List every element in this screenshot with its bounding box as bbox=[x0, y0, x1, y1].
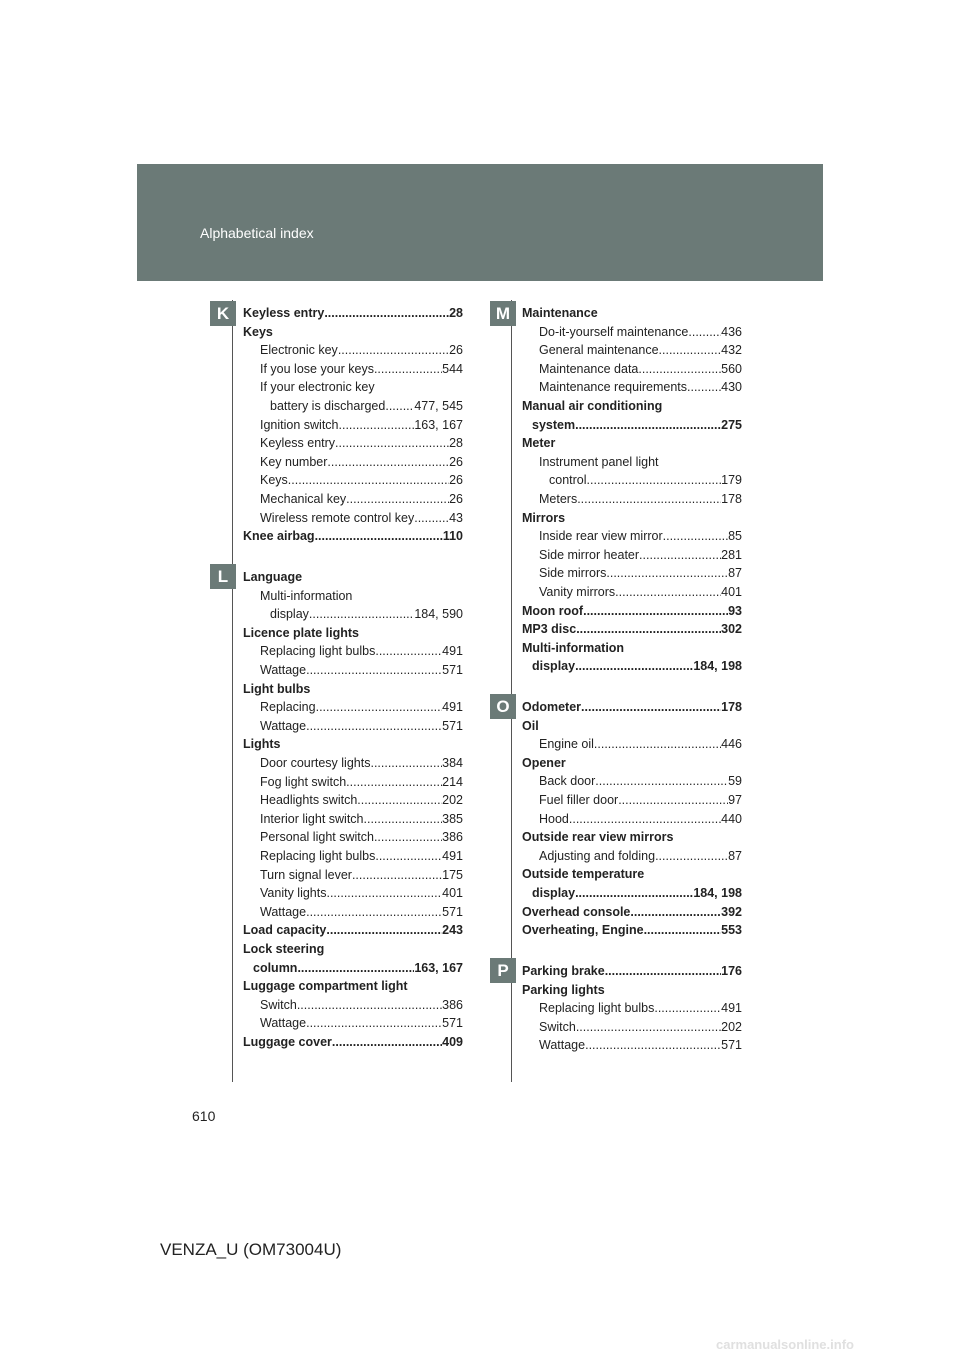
index-entry-label: Mirrors bbox=[522, 510, 566, 525]
index-entry-label: Electronic key bbox=[260, 343, 338, 358]
index-entry-page: 163, 167 bbox=[414, 960, 463, 975]
index-entry bbox=[243, 810, 463, 828]
index-entry bbox=[243, 490, 463, 508]
index-entry bbox=[522, 527, 742, 545]
index-entry bbox=[522, 378, 742, 396]
letter-tab-k: K bbox=[210, 301, 236, 326]
index-entry bbox=[522, 810, 742, 828]
dot-leader bbox=[594, 735, 721, 753]
index-entry bbox=[522, 304, 742, 322]
dot-leader bbox=[630, 903, 721, 921]
index-entry bbox=[522, 490, 742, 508]
index-entry-label: Replacing bbox=[260, 700, 316, 715]
index-entry-label: Door courtesy lights bbox=[260, 756, 371, 770]
index-entry bbox=[522, 341, 742, 359]
index-entry-label: control bbox=[549, 473, 587, 488]
dot-leader bbox=[576, 620, 721, 638]
index-entry bbox=[243, 735, 463, 753]
index-entry bbox=[522, 865, 742, 883]
index-entry bbox=[522, 847, 742, 865]
index-entry bbox=[522, 1018, 742, 1036]
index-entry-label: Personal light switch bbox=[260, 830, 374, 845]
index-entry bbox=[243, 698, 463, 716]
letter-tab-p: P bbox=[490, 958, 516, 983]
index-entry-page: 175 bbox=[442, 867, 463, 882]
index-entry-page: 401 bbox=[721, 585, 742, 599]
index-entry-page: 87 bbox=[728, 848, 742, 863]
dot-leader bbox=[297, 996, 442, 1014]
index-entry-label: Outside temperature bbox=[522, 867, 645, 882]
index-entry-label: Moon roof bbox=[522, 603, 584, 618]
index-entry-page: 179 bbox=[721, 473, 742, 488]
index-entry-label: Side mirror heater bbox=[539, 547, 640, 562]
dot-leader bbox=[346, 773, 442, 791]
index-entry-label: General maintenance bbox=[539, 343, 659, 358]
index-entry-label: If your electronic key bbox=[260, 380, 375, 395]
dot-leader bbox=[414, 509, 449, 527]
dot-leader bbox=[315, 527, 443, 545]
index-entry-label: system bbox=[532, 417, 576, 432]
dot-leader bbox=[575, 884, 693, 902]
dot-leader bbox=[324, 304, 449, 322]
dot-leader bbox=[326, 884, 442, 902]
index-entry-label: Replacing light bulbs bbox=[260, 849, 376, 863]
index-entry bbox=[522, 546, 742, 564]
left-column-rule bbox=[232, 300, 233, 1082]
index-entry-label: Keys bbox=[243, 324, 273, 339]
dot-leader bbox=[577, 490, 721, 508]
index-entry-label: Maintenance requirements bbox=[539, 380, 687, 395]
index-entry bbox=[243, 847, 463, 865]
index-entry-label: Odometer bbox=[522, 700, 582, 714]
index-entry-page: 26 bbox=[449, 492, 463, 506]
index-entry-label: Keyless entry bbox=[260, 436, 336, 451]
index-entry bbox=[243, 416, 463, 434]
index-entry-label: Luggage cover bbox=[243, 1035, 332, 1049]
index-entry-label: Manual air conditioning bbox=[522, 399, 663, 413]
letter-tab-o: O bbox=[490, 694, 516, 719]
index-entry bbox=[243, 509, 463, 527]
index-entry-label: Adjusting and folding bbox=[539, 848, 656, 863]
index-entry-label: Ignition switch bbox=[260, 417, 339, 432]
index-entry-label: Wattage bbox=[260, 663, 307, 677]
dot-leader bbox=[605, 962, 721, 980]
index-entry bbox=[243, 959, 463, 977]
index-entry-page: 436 bbox=[721, 324, 742, 339]
index-entry-page: 386 bbox=[442, 830, 463, 845]
index-entry bbox=[243, 884, 463, 902]
index-entry-label: Headlights switch bbox=[260, 793, 358, 808]
index-entry bbox=[522, 416, 742, 434]
index-entry bbox=[243, 397, 463, 415]
index-entry bbox=[522, 509, 742, 527]
index-entry bbox=[243, 921, 463, 939]
index-entry-page: 214 bbox=[442, 774, 463, 789]
index-entry-label: Luggage compartment light bbox=[243, 979, 408, 994]
index-entry-label: Back door bbox=[539, 774, 596, 789]
index-entry-label: Do-it-yourself maintenance bbox=[539, 324, 689, 339]
index-entry bbox=[522, 698, 742, 716]
index-entry-page: 26 bbox=[449, 473, 463, 488]
index-entry-page: 26 bbox=[449, 343, 463, 358]
index-entry-page: 178 bbox=[721, 492, 742, 506]
index-entry-label: Knee airbag bbox=[243, 529, 315, 544]
index-entry bbox=[243, 587, 463, 605]
index-entry-label: Parking brake bbox=[522, 964, 605, 978]
dot-leader bbox=[615, 583, 721, 601]
dot-leader bbox=[374, 828, 442, 846]
index-entry bbox=[522, 735, 742, 753]
index-entry-label: display bbox=[532, 886, 576, 900]
index-entry-label: Overheating, Engine bbox=[522, 923, 644, 938]
index-entry bbox=[522, 564, 742, 582]
dot-leader bbox=[374, 360, 442, 378]
dot-leader bbox=[606, 564, 728, 582]
index-entry bbox=[522, 754, 742, 772]
index-entry-page: 385 bbox=[442, 811, 463, 826]
index-entry-page: 446 bbox=[721, 737, 742, 752]
index-entry bbox=[243, 940, 463, 958]
index-entry-page: 110 bbox=[442, 529, 463, 544]
section-title: Alphabetical index bbox=[200, 225, 314, 241]
index-entry-label: Overhead console bbox=[522, 904, 631, 919]
index-entry bbox=[522, 884, 742, 902]
index-entry-page: 392 bbox=[721, 904, 742, 919]
index-entry bbox=[522, 434, 742, 452]
index-entry-label: Interior light switch bbox=[260, 811, 364, 826]
index-entry-label: Language bbox=[243, 570, 303, 584]
index-entry bbox=[243, 996, 463, 1014]
index-entry-page: 430 bbox=[721, 380, 742, 395]
index-entry bbox=[522, 717, 742, 735]
index-entry-label: Replacing light bulbs bbox=[539, 1001, 655, 1016]
index-entry-label: Wattage bbox=[260, 1016, 307, 1031]
index-entry-label: Lock steering bbox=[243, 942, 325, 956]
dot-leader bbox=[581, 698, 721, 716]
index-entry bbox=[522, 453, 742, 471]
index-entry bbox=[243, 642, 463, 660]
index-entry bbox=[522, 1036, 742, 1054]
index-entry-label: Light bulbs bbox=[243, 681, 311, 696]
index-entry-page: 544 bbox=[442, 361, 463, 376]
dot-leader bbox=[306, 661, 442, 679]
dot-leader bbox=[309, 605, 414, 623]
dot-leader bbox=[638, 360, 721, 378]
index-entry-label: Vanity lights bbox=[260, 886, 327, 901]
index-entry bbox=[243, 717, 463, 735]
dot-leader bbox=[595, 772, 728, 790]
index-entry-label: Key number bbox=[260, 454, 328, 469]
index-entry bbox=[522, 903, 742, 921]
index-entry-label: Parking lights bbox=[522, 982, 605, 997]
dot-leader bbox=[326, 921, 442, 939]
index-entry-page: 176 bbox=[721, 964, 742, 978]
index-entry-page: 243 bbox=[442, 923, 463, 938]
dot-leader bbox=[663, 527, 728, 545]
index-entry-label: Hood bbox=[539, 811, 569, 826]
index-entry bbox=[522, 397, 742, 415]
index-entry-page: 184, 198 bbox=[693, 659, 742, 674]
dot-leader bbox=[385, 397, 414, 415]
index-entry-label: Keys bbox=[260, 473, 288, 488]
index-entry-label: Licence plate lights bbox=[243, 625, 360, 640]
index-entry bbox=[522, 360, 742, 378]
index-entry bbox=[243, 866, 463, 884]
index-entry-page: 491 bbox=[721, 1001, 742, 1016]
index-entry-page: 409 bbox=[442, 1035, 463, 1049]
index-entry bbox=[243, 791, 463, 809]
index-entry bbox=[243, 453, 463, 471]
index-entry bbox=[243, 624, 463, 642]
dot-leader bbox=[370, 754, 442, 772]
index-entry-label: Multi-information bbox=[260, 588, 353, 603]
dot-leader bbox=[687, 378, 721, 396]
index-entry-label: Meters bbox=[539, 492, 578, 506]
index-entry bbox=[243, 471, 463, 489]
index-entry-page: 202 bbox=[721, 1019, 742, 1034]
dot-leader bbox=[575, 416, 721, 434]
index-entry-label: Oil bbox=[522, 718, 539, 733]
dot-leader bbox=[297, 959, 414, 977]
dot-leader bbox=[644, 921, 722, 939]
index-entry-label: Multi-information bbox=[522, 640, 625, 655]
index-entry-label: display bbox=[270, 607, 309, 622]
dot-leader bbox=[306, 717, 442, 735]
index-entry bbox=[243, 1014, 463, 1032]
dot-leader bbox=[375, 847, 442, 865]
dot-leader bbox=[575, 657, 693, 675]
index-entry-label: Vanity mirrors bbox=[539, 585, 616, 599]
dot-leader bbox=[288, 471, 449, 489]
index-entry-page: 184, 590 bbox=[414, 607, 463, 622]
index-entry-label: Wireless remote control key bbox=[260, 510, 415, 525]
index-entry-page: 43 bbox=[449, 510, 463, 525]
dot-leader bbox=[655, 847, 728, 865]
dot-leader bbox=[688, 323, 721, 341]
index-entry bbox=[243, 323, 463, 341]
index-entry bbox=[522, 583, 742, 601]
dot-leader bbox=[618, 791, 728, 809]
index-entry-page: 553 bbox=[721, 923, 742, 938]
index-entry-page: 87 bbox=[728, 566, 742, 581]
index-entry bbox=[243, 977, 463, 995]
dot-leader bbox=[364, 810, 443, 828]
index-entry bbox=[522, 657, 742, 675]
dot-leader bbox=[576, 1018, 721, 1036]
index-entry-label: MP3 disc bbox=[522, 622, 577, 637]
dot-leader bbox=[639, 546, 721, 564]
index-entry-page: 491 bbox=[442, 849, 463, 863]
index-entry bbox=[522, 471, 742, 489]
dot-leader bbox=[339, 416, 415, 434]
dot-leader bbox=[306, 903, 442, 921]
index-entry-page: 432 bbox=[721, 343, 742, 358]
index-entry-label: Lights bbox=[243, 737, 281, 752]
dot-leader bbox=[587, 471, 722, 489]
dot-leader bbox=[332, 1033, 442, 1051]
index-entry-page: 571 bbox=[442, 904, 463, 919]
index-entry-label: Wattage bbox=[539, 1038, 586, 1053]
index-entry bbox=[243, 434, 463, 452]
index-entry-label: Fuel filler door bbox=[539, 793, 619, 807]
index-entry bbox=[522, 602, 742, 620]
index-entry-page: 28 bbox=[449, 306, 463, 320]
index-entry-page: 491 bbox=[442, 644, 463, 659]
index-entry-label: Switch bbox=[260, 997, 297, 1012]
index-entry bbox=[522, 323, 742, 341]
index-entry bbox=[522, 962, 742, 980]
index-entry-page: 386 bbox=[442, 997, 463, 1012]
index-entry-label: Fog light switch bbox=[260, 774, 347, 789]
index-entry bbox=[522, 639, 742, 657]
index-entry-label: Mechanical key bbox=[260, 492, 347, 506]
index-entry bbox=[243, 903, 463, 921]
dot-leader bbox=[569, 810, 721, 828]
index-entry bbox=[243, 527, 463, 545]
index-entry-page: 571 bbox=[442, 718, 463, 733]
index-entry bbox=[522, 772, 742, 790]
index-entry-page: 26 bbox=[449, 454, 463, 469]
index-entry-page: 384 bbox=[442, 756, 463, 770]
index-entry-label: Maintenance bbox=[522, 306, 598, 320]
index-entry-label: Outside rear view mirrors bbox=[522, 830, 674, 845]
dot-leader bbox=[654, 999, 721, 1017]
index-entry-label: Keyless entry bbox=[243, 306, 325, 320]
index-entry bbox=[243, 605, 463, 623]
index-entry-page: 477, 545 bbox=[414, 399, 463, 413]
index-entry bbox=[243, 341, 463, 359]
index-entry-label: display bbox=[532, 659, 576, 674]
dot-leader bbox=[659, 341, 722, 359]
watermark: carmanualsonline.info bbox=[716, 1337, 854, 1352]
index-entry-page: 28 bbox=[449, 436, 463, 451]
index-entry-page: 178 bbox=[721, 700, 742, 714]
page-number: 610 bbox=[192, 1108, 216, 1124]
index-entry-label: Meter bbox=[522, 436, 556, 451]
index-entry bbox=[243, 773, 463, 791]
index-entry-page: 85 bbox=[728, 529, 742, 544]
index-entry bbox=[243, 568, 463, 586]
index-entry-page: 491 bbox=[442, 700, 463, 715]
dot-leader bbox=[357, 791, 442, 809]
letter-tab-m: M bbox=[490, 301, 516, 326]
index-entry-label: Wattage bbox=[260, 904, 307, 919]
index-entry-label: Instrument panel light bbox=[539, 454, 659, 469]
index-entry-label: If you lose your keys bbox=[260, 361, 374, 376]
index-entry-page: 281 bbox=[721, 547, 742, 562]
index-entry bbox=[522, 791, 742, 809]
dot-leader bbox=[338, 341, 449, 359]
dot-leader bbox=[306, 1014, 442, 1032]
letter-tab-l: L bbox=[210, 564, 236, 589]
index-entry-page: 560 bbox=[721, 361, 742, 376]
dot-leader bbox=[375, 642, 442, 660]
index-entry-page: 202 bbox=[442, 793, 463, 808]
dot-leader bbox=[346, 490, 449, 508]
page-header bbox=[137, 164, 823, 281]
index-entry-label: Load capacity bbox=[243, 923, 327, 938]
index-entry-label: Switch bbox=[539, 1019, 576, 1034]
index-entry bbox=[522, 620, 742, 638]
dot-leader bbox=[316, 698, 443, 716]
dot-leader bbox=[585, 1036, 721, 1054]
document-code: VENZA_U (OM73004U) bbox=[160, 1240, 342, 1259]
dot-leader bbox=[327, 453, 449, 471]
index-entry-page: 401 bbox=[442, 886, 463, 901]
index-entry-page: 571 bbox=[442, 1016, 463, 1031]
index-entry-label: Side mirrors bbox=[539, 566, 607, 581]
index-entry bbox=[243, 828, 463, 846]
index-entry-page: 93 bbox=[728, 603, 742, 618]
index-entry-label: battery is discharged bbox=[270, 399, 386, 413]
index-entry bbox=[522, 921, 742, 939]
index-entry bbox=[522, 981, 742, 999]
index-entry-label: Replacing light bulbs bbox=[260, 644, 376, 659]
dot-leader bbox=[335, 434, 449, 452]
index-entry bbox=[243, 378, 463, 396]
index-entry bbox=[243, 360, 463, 378]
index-entry-label: Engine oil bbox=[539, 737, 594, 752]
index-entry bbox=[243, 304, 463, 322]
index-entry bbox=[243, 680, 463, 698]
index-entry bbox=[243, 1033, 463, 1051]
index-entry-label: Inside rear view mirror bbox=[539, 529, 663, 544]
index-entry bbox=[243, 661, 463, 679]
index-entry-page: 59 bbox=[728, 774, 742, 789]
index-entry-label: Maintenance data bbox=[539, 361, 639, 376]
index-entry-page: 163, 167 bbox=[414, 417, 463, 432]
index-entry-label: Opener bbox=[522, 755, 566, 770]
index-entry bbox=[522, 999, 742, 1017]
index-entry-page: 97 bbox=[728, 793, 742, 807]
dot-leader bbox=[352, 866, 442, 884]
dot-leader bbox=[583, 602, 728, 620]
index-entry bbox=[243, 754, 463, 772]
index-entry bbox=[522, 828, 742, 846]
index-entry-page: 571 bbox=[721, 1038, 742, 1053]
index-entry-label: column bbox=[253, 960, 298, 975]
index-entry-page: 571 bbox=[442, 663, 463, 677]
index-entry-label: Turn signal lever bbox=[260, 867, 352, 882]
index-entry-page: 184, 198 bbox=[693, 886, 742, 900]
index-entry-page: 302 bbox=[721, 622, 742, 637]
index-entry-label: Wattage bbox=[260, 718, 307, 733]
index-entry-page: 275 bbox=[721, 417, 742, 432]
index-entry-page: 440 bbox=[721, 811, 742, 826]
